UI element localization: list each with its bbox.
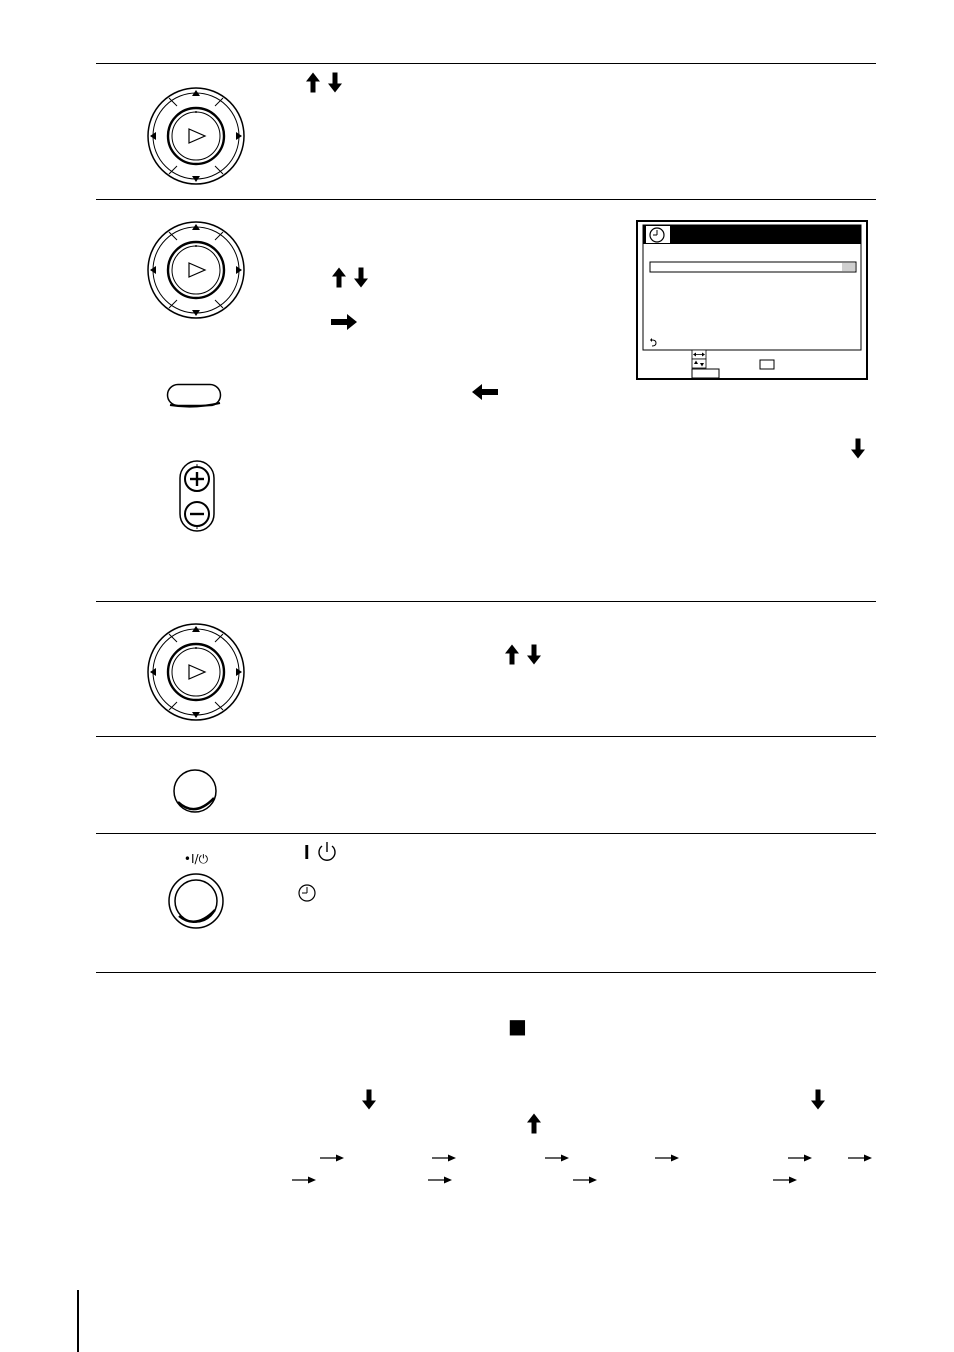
sequence-arrow-icon [848,1153,872,1163]
rule-top [96,63,876,64]
sequence-arrow-icon [428,1175,452,1185]
up-down-arrows-icon [692,359,706,368]
power-icon [316,840,338,864]
sequence-arrow-icon [788,1153,812,1163]
sequence-arrow-icon [292,1175,316,1185]
jog-dial[interactable] [146,220,246,320]
sequence-arrow-icon [773,1175,797,1185]
timer-clock-icon [297,883,317,903]
arrow-up-icon [306,72,320,93]
sequence-arrow-icon [432,1153,456,1163]
rule-bottom [96,972,876,973]
sequence-arrow-icon [545,1153,569,1163]
arrow-left-icon [472,384,498,400]
stop-icon: ■ [508,1014,527,1038]
arrow-down-icon [851,438,865,459]
arrow-up-icon [332,267,346,288]
rule-step-3 [96,601,876,602]
round-button[interactable] [172,768,220,816]
arrow-down-icon [328,72,342,93]
arrow-down-icon [527,644,541,665]
sequence-arrow-icon [655,1153,679,1163]
margin-bar [77,1290,79,1352]
rule-step-5 [96,833,876,834]
rule-step-4 [96,736,876,737]
power-button[interactable] [167,872,225,930]
power-button-label: •I/⏻ [183,852,209,866]
arrow-up-icon [527,1113,541,1134]
clock-icon [650,228,664,242]
plus-minus-rocker[interactable] [178,459,216,533]
oval-button[interactable] [166,383,224,409]
jog-dial[interactable] [146,622,246,722]
arrow-down-icon [811,1089,825,1110]
arrow-down-icon [362,1089,376,1110]
power-i-glyph: I [304,842,310,864]
rule-step-2 [96,199,876,200]
sequence-arrow-icon [573,1175,597,1185]
arrow-down-icon [354,267,368,288]
jog-dial[interactable] [146,86,246,186]
sequence-arrow-icon [320,1153,344,1163]
arrow-up-icon [505,644,519,665]
left-right-arrows-icon [692,350,706,359]
arrow-right-icon [331,314,357,330]
menu-screen [636,220,868,380]
